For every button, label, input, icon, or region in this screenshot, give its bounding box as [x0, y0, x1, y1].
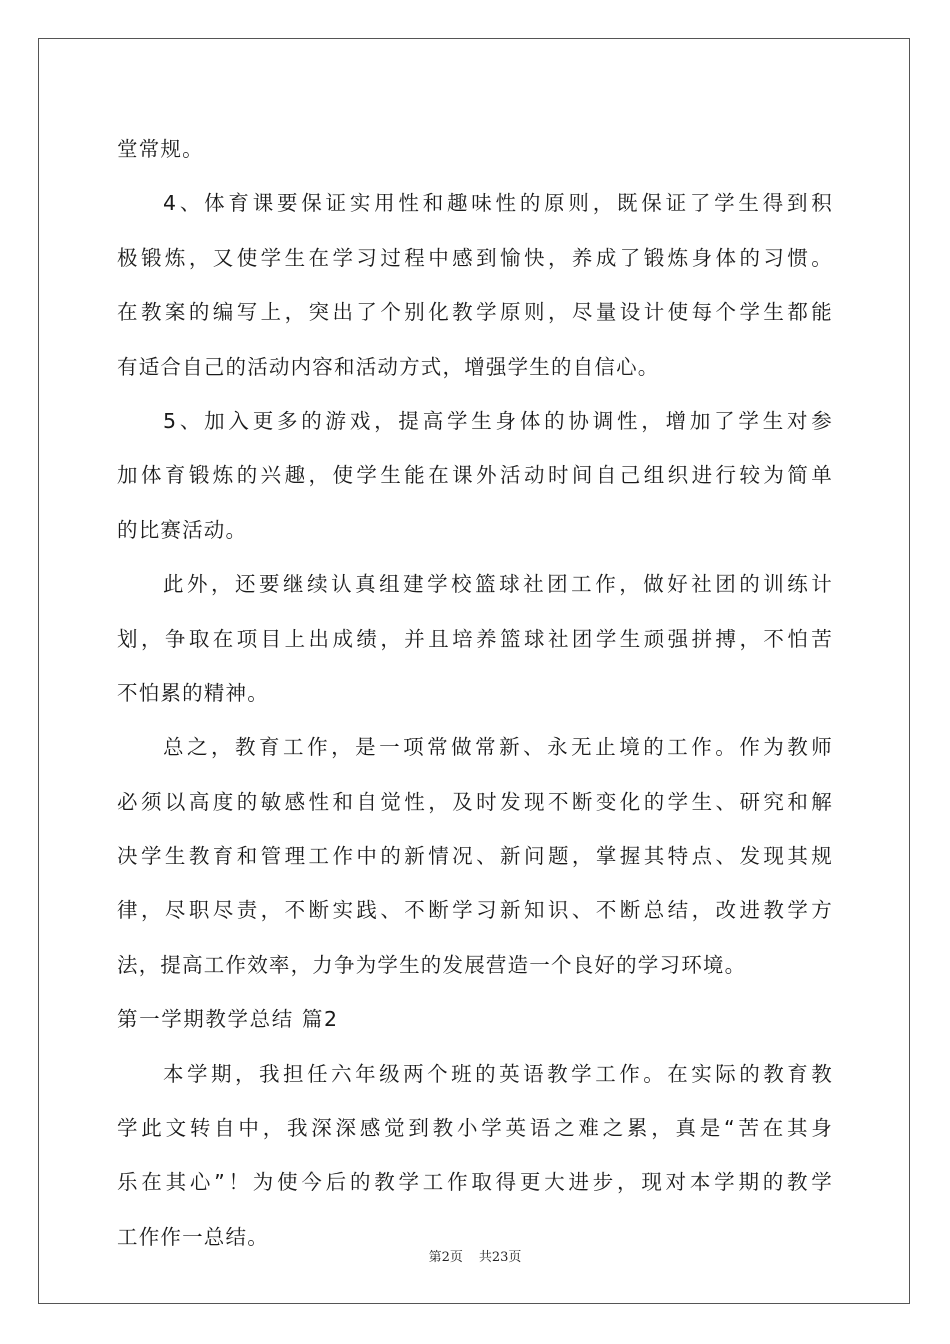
- section-heading: 第一学期教学总结 篇2: [117, 1007, 339, 1032]
- text-line: 划，争取在项目上出成绩，并且培养篮球社团学生顽强拼搏，不怕苦: [117, 626, 833, 651]
- page-total: 共23页: [478, 1250, 522, 1265]
- text-line: 堂常规。: [117, 137, 204, 161]
- text-line: 5、加入更多的游戏，提高学生身体的协调性，增加了学生对参: [163, 408, 833, 433]
- text-line: 决学生教育和管理工作中的新情况、新问题，掌握其特点、发现其规: [117, 844, 833, 869]
- text-line: 乐在其心”！为使今后的教学工作取得更大进步，现对本学期的教学: [117, 1170, 833, 1195]
- text-line: 此外，还要继续认真组建学校篮球社团工作，做好社团的训练计: [163, 572, 833, 597]
- page-number: 第2页: [428, 1250, 463, 1265]
- text-line: 不怕累的精神。: [117, 680, 269, 705]
- text-line: 本学期，我担任六年级两个班的英语教学工作。在实际的教育教: [163, 1061, 833, 1086]
- text-line: 总之，教育工作，是一项常做常新、永无止境的工作。作为教师: [163, 735, 833, 760]
- text-line: 加体育锻炼的兴趣，使学生能在课外活动时间自己组织进行较为简单: [117, 463, 833, 488]
- text-line: 法，提高工作效率，力争为学生的发展营造一个良好的学习环境。: [117, 952, 747, 977]
- text-line: 必须以高度的敏感性和自觉性，及时发现不断变化的学生、研究和解: [117, 789, 833, 814]
- text-line: 有适合自己的活动内容和活动方式，增强学生的自信心。: [117, 354, 660, 379]
- text-line: 工作作一总结。: [117, 1224, 269, 1249]
- text-line: 的比赛活动。: [117, 517, 248, 542]
- text-line: 在教案的编写上，突出了个别化教学原则，尽量设计使每个学生都能: [117, 300, 833, 325]
- text-line: 极锻炼，又使学生在学习过程中感到愉快，养成了锻炼身体的习惯。: [117, 245, 833, 270]
- document-body: [117, 126, 833, 1268]
- text-line: 律，尽职尽责，不断实践、不断学习新知识、不断总结，改进教学方: [117, 898, 833, 923]
- text-line: 学此文转自中，我深深感觉到教小学英语之难之累，真是“苦在其身: [117, 1116, 833, 1141]
- page-footer: [0, 1246, 950, 1265]
- text-line: 4、体育课要保证实用性和趣味性的原则，既保证了学生得到积: [163, 191, 833, 216]
